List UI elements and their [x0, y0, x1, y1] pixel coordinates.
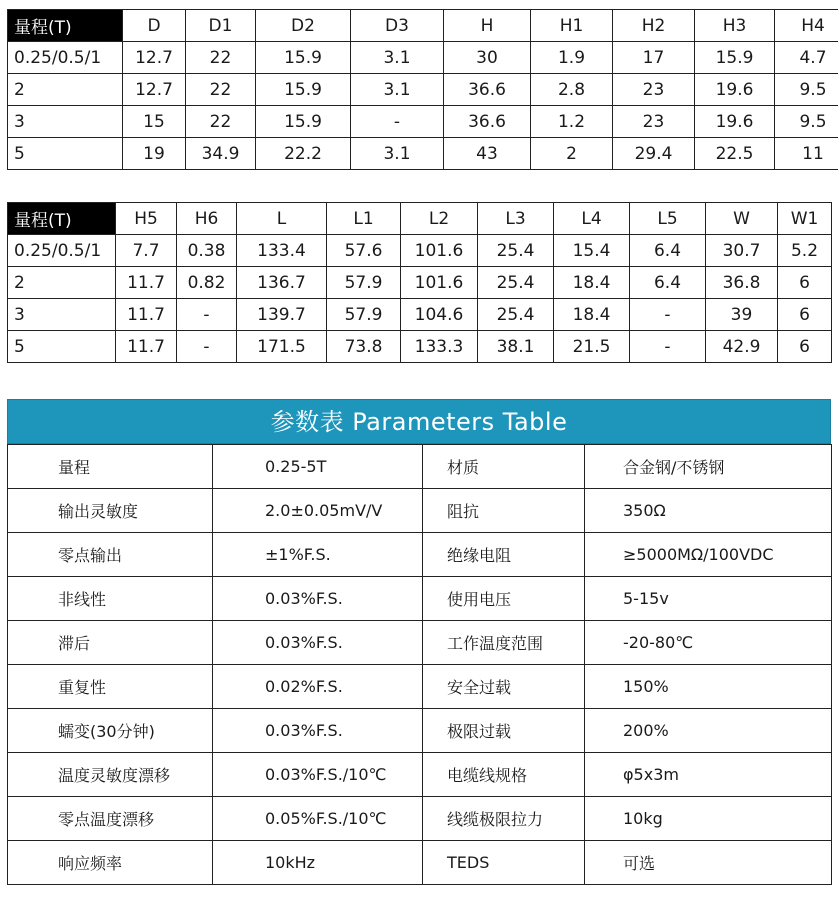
parameters-title: 参数表 Parameters Table — [7, 399, 831, 444]
table-row — [8, 138, 838, 170]
table-cell: 22 — [186, 74, 256, 106]
table-cell: 15.9 — [256, 42, 351, 74]
table-cell: 12.7 — [123, 42, 186, 74]
table-cell: 15.9 — [256, 106, 351, 138]
table-cell: 25.4 — [478, 235, 554, 267]
table-cell: 9.5 — [775, 74, 838, 106]
param-label: 极限过载 — [423, 709, 585, 753]
table-cell: 15.9 — [695, 42, 775, 74]
table-cell: 19.6 — [695, 74, 775, 106]
parameters-section — [7, 399, 831, 885]
header-cell: L1 — [327, 203, 401, 235]
table-cell: 57.9 — [327, 299, 401, 331]
param-value: ≥5000MΩ/100VDC — [585, 533, 832, 577]
param-label: 安全过载 — [423, 665, 585, 709]
param-label: 材质 — [423, 445, 585, 489]
table-cell: 15.9 — [256, 74, 351, 106]
param-label: TEDS — [423, 841, 585, 885]
table-cell: 19.6 — [695, 106, 775, 138]
table-cell: 11.7 — [116, 299, 177, 331]
table-cell: 11.7 — [116, 267, 177, 299]
header-cell: H1 — [531, 10, 613, 42]
param-label: 零点温度漂移 — [8, 797, 213, 841]
table-cell: 1.9 — [531, 42, 613, 74]
table-cell: 3.1 — [351, 138, 444, 170]
param-label: 蠕变(30分钟) — [8, 709, 213, 753]
table-cell: 6.4 — [630, 267, 706, 299]
table-cell: - — [630, 331, 706, 363]
table-cell: 39 — [706, 299, 778, 331]
table-row — [8, 106, 838, 138]
table-row — [8, 797, 832, 841]
param-label: 输出灵敏度 — [8, 489, 213, 533]
table-cell: 3.1 — [351, 74, 444, 106]
table-row — [8, 331, 832, 363]
table-row — [8, 445, 832, 489]
table-cell: 73.8 — [327, 331, 401, 363]
table-cell: 0.25/0.5/1 — [8, 42, 123, 74]
table-cell: 104.6 — [401, 299, 478, 331]
param-value: -20-80℃ — [585, 621, 832, 665]
table-cell: 22 — [186, 106, 256, 138]
table-cell: 22.5 — [695, 138, 775, 170]
header-cell: H5 — [116, 203, 177, 235]
table-cell: 0.82 — [177, 267, 237, 299]
param-value: 0.02%F.S. — [213, 665, 423, 709]
table-cell: 23 — [613, 74, 695, 106]
param-label: 滞后 — [8, 621, 213, 665]
header-cell: L4 — [554, 203, 630, 235]
table-row — [8, 533, 832, 577]
param-label: 电缆线规格 — [423, 753, 585, 797]
header-cell: L5 — [630, 203, 706, 235]
param-label: 使用电压 — [423, 577, 585, 621]
table-cell: - — [630, 299, 706, 331]
table-cell: 5.2 — [778, 235, 832, 267]
table-cell: 0.25/0.5/1 — [8, 235, 116, 267]
param-value: φ5x3m — [585, 753, 832, 797]
param-value: 合金钢/不锈钢 — [585, 445, 832, 489]
header-cell: W1 — [778, 203, 832, 235]
header-cell: L2 — [401, 203, 478, 235]
table-cell: 57.9 — [327, 267, 401, 299]
table-cell: 19 — [123, 138, 186, 170]
table-cell: 136.7 — [237, 267, 327, 299]
table-cell: 9.5 — [775, 106, 838, 138]
table-cell: 23 — [613, 106, 695, 138]
table-header-row — [8, 10, 838, 42]
table-cell: 42.9 — [706, 331, 778, 363]
table-cell: 57.6 — [327, 235, 401, 267]
param-value: 200% — [585, 709, 832, 753]
header-cell: H6 — [177, 203, 237, 235]
table-cell: 36.6 — [444, 74, 531, 106]
header-cell: H4 — [775, 10, 838, 42]
param-label: 重复性 — [8, 665, 213, 709]
param-value: 350Ω — [585, 489, 832, 533]
table-cell: 17 — [613, 42, 695, 74]
dimension-table-2 — [7, 202, 832, 363]
param-value: 0.03%F.S. — [213, 577, 423, 621]
table-cell: 18.4 — [554, 299, 630, 331]
header-cell: H — [444, 10, 531, 42]
table-cell: 1.2 — [531, 106, 613, 138]
param-label: 非线性 — [8, 577, 213, 621]
header-cell: H3 — [695, 10, 775, 42]
table-cell: 5 — [8, 138, 123, 170]
header-cell: D — [123, 10, 186, 42]
table-row — [8, 709, 832, 753]
table-cell: 0.38 — [177, 235, 237, 267]
param-value: ±1%F.S. — [213, 533, 423, 577]
table-cell: 2 — [8, 74, 123, 106]
header-cell: D2 — [256, 10, 351, 42]
table-cell: 18.4 — [554, 267, 630, 299]
param-value: 0.03%F.S. — [213, 709, 423, 753]
table-cell: 36.8 — [706, 267, 778, 299]
header-cell: 量程(T) — [8, 10, 123, 42]
header-cell: L3 — [478, 203, 554, 235]
table-cell: 30 — [444, 42, 531, 74]
table-cell: 101.6 — [401, 235, 478, 267]
table-cell: 133.4 — [237, 235, 327, 267]
table-cell: 6 — [778, 331, 832, 363]
table-row — [8, 621, 832, 665]
table-cell: 38.1 — [478, 331, 554, 363]
param-label: 响应频率 — [8, 841, 213, 885]
header-cell: 量程(T) — [8, 203, 116, 235]
table-cell: 15 — [123, 106, 186, 138]
table-row — [8, 665, 832, 709]
param-label: 零点输出 — [8, 533, 213, 577]
table-row — [8, 74, 838, 106]
table-cell: 15.4 — [554, 235, 630, 267]
table-cell: 11.7 — [116, 331, 177, 363]
param-value: 0.25-5T — [213, 445, 423, 489]
table-cell: - — [177, 299, 237, 331]
param-value: 0.05%F.S./10℃ — [213, 797, 423, 841]
param-value: 0.03%F.S./10℃ — [213, 753, 423, 797]
table-cell: 101.6 — [401, 267, 478, 299]
param-value: 10kHz — [213, 841, 423, 885]
table-row — [8, 489, 832, 533]
table-cell: 3 — [8, 299, 116, 331]
table-cell: 30.7 — [706, 235, 778, 267]
dimension-table-1 — [7, 9, 838, 170]
param-label: 绝缘电阻 — [423, 533, 585, 577]
param-value: 可选 — [585, 841, 832, 885]
table-cell: 3.1 — [351, 42, 444, 74]
parameters-table — [7, 444, 832, 885]
table-cell: 139.7 — [237, 299, 327, 331]
table-cell: 12.7 — [123, 74, 186, 106]
table-cell: 2.8 — [531, 74, 613, 106]
header-cell: W — [706, 203, 778, 235]
param-label: 阻抗 — [423, 489, 585, 533]
table-cell: - — [351, 106, 444, 138]
param-label: 线缆极限拉力 — [423, 797, 585, 841]
table-cell: 36.6 — [444, 106, 531, 138]
header-cell: D3 — [351, 10, 444, 42]
header-cell: H2 — [613, 10, 695, 42]
table-row — [8, 299, 832, 331]
table-cell: 6 — [778, 299, 832, 331]
table-cell: 22.2 — [256, 138, 351, 170]
table-cell: 34.9 — [186, 138, 256, 170]
table-header-row — [8, 203, 832, 235]
table-row — [8, 577, 832, 621]
table-cell: 2 — [531, 138, 613, 170]
param-value: 5-15v — [585, 577, 832, 621]
table-cell: 4.7 — [775, 42, 838, 74]
table-row — [8, 42, 838, 74]
table-row — [8, 753, 832, 797]
param-label: 温度灵敏度漂移 — [8, 753, 213, 797]
table-cell: 6.4 — [630, 235, 706, 267]
table-row — [8, 841, 832, 885]
param-value: 0.03%F.S. — [213, 621, 423, 665]
table-cell: 133.3 — [401, 331, 478, 363]
param-value: 10kg — [585, 797, 832, 841]
table-cell: 22 — [186, 42, 256, 74]
table-cell: - — [177, 331, 237, 363]
table-cell: 3 — [8, 106, 123, 138]
table-cell: 25.4 — [478, 299, 554, 331]
table-cell: 7.7 — [116, 235, 177, 267]
table-row — [8, 235, 832, 267]
table-row — [8, 267, 832, 299]
param-value: 2.0±0.05mV/V — [213, 489, 423, 533]
param-label: 工作温度范围 — [423, 621, 585, 665]
header-cell: L — [237, 203, 327, 235]
table-cell: 25.4 — [478, 267, 554, 299]
table-cell: 171.5 — [237, 331, 327, 363]
param-label: 量程 — [8, 445, 213, 489]
table-cell: 5 — [8, 331, 116, 363]
header-cell: D1 — [186, 10, 256, 42]
table-cell: 6 — [778, 267, 832, 299]
param-value: 150% — [585, 665, 832, 709]
table-cell: 11 — [775, 138, 838, 170]
table-cell: 2 — [8, 267, 116, 299]
table-cell: 21.5 — [554, 331, 630, 363]
table-cell: 43 — [444, 138, 531, 170]
table-cell: 29.4 — [613, 138, 695, 170]
